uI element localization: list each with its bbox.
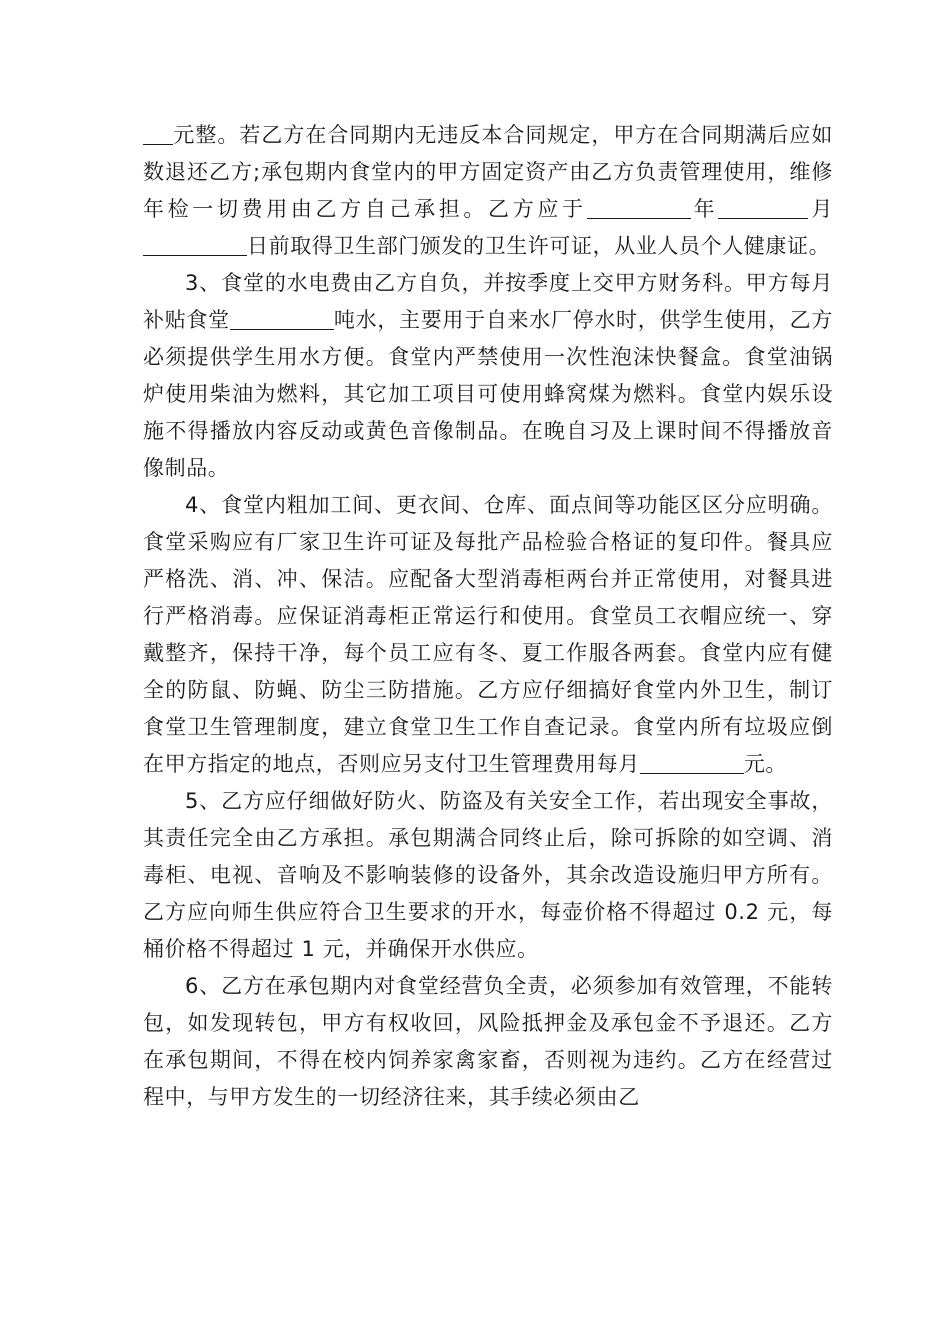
paragraph-text: 6、乙方在承包期内对食堂经营负全责，必须参加有效管理，不能转包，如发现转包，甲方有权收回，风险抵押金及承包金不予退还。乙方在承包期间，不得在校内饲养家禽家畜，否则视为违约。乙方在经营过程中，与甲方发生的一切经济往来，其手续必须由乙 bbox=[143, 974, 833, 1109]
fill-in-blank bbox=[587, 196, 691, 219]
contract-text-body bbox=[143, 117, 833, 1116]
fill-in-blank bbox=[748, 196, 808, 219]
paragraph-text: 4、食堂内粗加工间、更衣间、仓库、面点间等功能区区分应明确。食堂采购应有厂家卫生许可证及每批产品检验合格证的复印件。餐具应严格洗、消、冲、保洁。应配备大型消毒柜两台并正常使用，对餐具进行严格消毒。应保证消毒柜正常运行和使用。食堂员工衣帽应统一、穿戴整齐，保持干净，每个员工应有冬、夏工作服各两套。食堂内应有健全的防鼠、防蝇、防尘三防措施。乙方应仔细搞好食堂内外卫生，制订食堂卫生管理制度，建立食堂卫生工作自查记录。食堂内所有垃圾应倒在甲方指定的地点，否则应另支付卫生管理费用每月 bbox=[143, 493, 833, 776]
paragraph-text: 元。 bbox=[743, 752, 788, 776]
paragraph-text: 日前取得卫生部门颁发的卫生许可证，从业人员个人健康证。 bbox=[247, 234, 831, 258]
paragraph-text: 吨水，主要用于自来水厂停水时，供学生使用，乙方必须提供学生用水方便。食堂内严禁使用一次性泡沫快餐盒。食堂油锅炉使用柴油为燃料，其它加工项目可使用蜂窝煤为燃料。食堂内娱乐设施不得播放内容反动或黄色音像制品。在晚自习及上课时间不得播放音像制品。 bbox=[143, 308, 833, 480]
contract-paragraph-p6 bbox=[143, 968, 833, 1116]
fill-in-blank bbox=[718, 196, 748, 219]
fill-in-blank bbox=[143, 122, 173, 145]
contract-paragraph-p3 bbox=[143, 265, 833, 487]
paragraph-text: 年 bbox=[690, 197, 719, 221]
paragraph-text: 元整。若乙方在合同期内无违反本合同规定，甲方在合同期满后应如数退还乙方;承包期内食堂内的甲方固定资产由乙方负责管理使用，维修年检一切费用由乙方自己承担。乙方应于 bbox=[143, 123, 833, 221]
contract-paragraph-p4 bbox=[143, 487, 833, 783]
fill-in-blank bbox=[230, 307, 334, 330]
contract-paragraph-p5 bbox=[143, 783, 833, 968]
contract-paragraph-p2_tail bbox=[143, 117, 833, 265]
fill-in-blank bbox=[143, 233, 247, 256]
paragraph-text: 5、乙方应仔细做好防火、防盗及有关安全工作，若出现安全事故，其责任完全由乙方承担。承包期满合同终止后，除可拆除的如空调、消毒柜、电视、音响及不影响装修的设备外，其余改造设施归甲方所有。乙方应向师生供应符合卫生要求的开水，每壶价格不得超过 0.2 元，每桶价格不得超过 1 元，并确保开水供应。 bbox=[143, 789, 833, 961]
fill-in-blank bbox=[640, 751, 744, 774]
paragraph-text: 3、食堂的水电费由乙方自负，并按季度上交甲方财务科。甲方每月补贴食堂 bbox=[143, 271, 833, 332]
paragraph-text: 月 bbox=[808, 197, 833, 221]
